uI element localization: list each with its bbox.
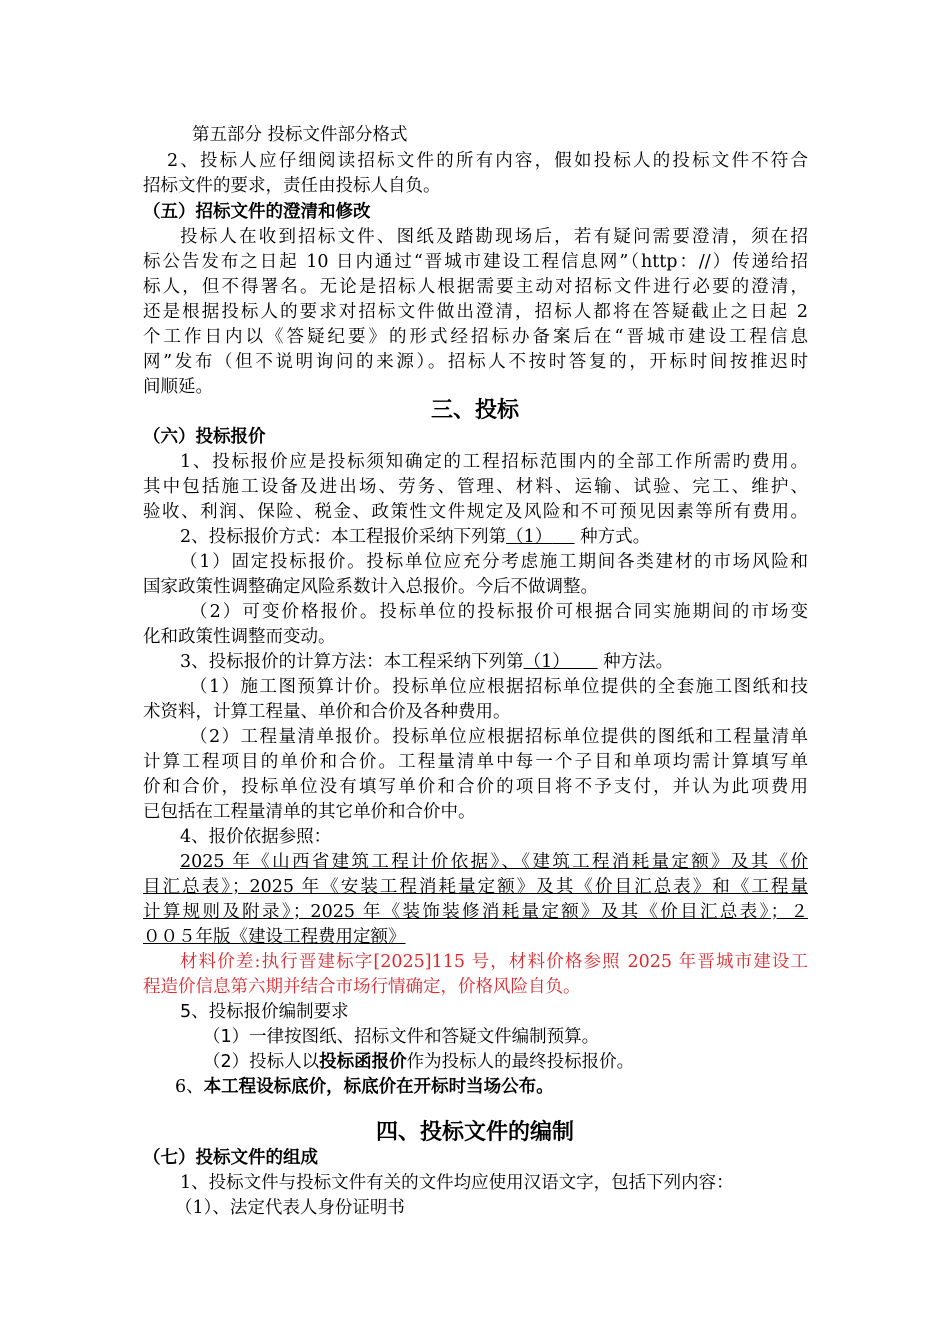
calc-method-suffix: 种方法。 — [597, 652, 674, 672]
paragraph-line: （1）、法定代表人身份证明书 — [175, 1198, 405, 1218]
final-quote-line — [203, 1050, 868, 1074]
basis-line: 目汇总表》；2025 年《安装工程消耗量定额》及其《价目汇总表》和《工程量 — [143, 877, 808, 897]
paragraph-line: （2）工程量清单报价。投标单位应根据招标单位提供的图纸和工程量清单 — [190, 727, 808, 747]
paragraph-line: 标公告发布之日起 10 日内通过“晋城市建设工程信息网”（http：//）传递给招 — [143, 252, 808, 272]
paragraph-line: 价和合价，投标单位没有填写单价和合价的项目将不予支付，并认为此项费用 — [143, 777, 808, 797]
paragraph-line: 1、投标报价应是投标须知确定的工程招标范围内的全部工作所需旳费用。 — [180, 452, 808, 472]
paragraph-line: （1）施工图预算计价。投标单位应根据招标单位提供的全套施工图纸和技 — [190, 677, 808, 697]
paragraph-line: 2、投标人应仔细阅读招标文件的所有内容，假如投标人的投标文件不符合 — [167, 151, 808, 171]
material-price-line: 材料价差:执行晋建标字[2025]115 号，材料价格参照 2025 年晋城市建设工 — [180, 952, 808, 972]
section-seven-heading: （七）投标文件的组成 — [143, 1148, 318, 1168]
final-quote-suffix: 作为投标人的最终投标报价。 — [406, 1052, 635, 1072]
paragraph-line: 网”发布（但不说明询问的来源）。招标人不按时答复的，开标时间按推迟时 — [143, 352, 808, 372]
paragraph-line: 间顺延。 — [143, 377, 213, 397]
paragraph-line: 标人，但不得署名。无论是招标人根据需要主动对招标文件进行必要的澄清， — [143, 277, 808, 297]
paragraph-line: 化和政策性调整而变动。 — [143, 627, 336, 647]
paragraph-line: 还是根据投标人的要求对招标文件做出澄清，招标人都将在答疑截止之日起 2 — [143, 302, 808, 322]
paragraph-line: 4、报价依据参照： — [180, 827, 332, 847]
quote-method-suffix: 种方式。 — [574, 527, 651, 547]
section-six-heading: （六）投标报价 — [143, 427, 266, 447]
paragraph-line: （1）一律按图纸、招标文件和答疑文件编制预算。 — [203, 1027, 600, 1047]
basis-line: 计算规则及附录》；2025 年《装饰装修消耗量定额》及其《价目汇总表》；２ — [143, 902, 808, 922]
part-five-line: 第五部分 投标文件部分格式 — [192, 125, 408, 145]
item-five-heading: 5、投标报价编制要求 — [180, 1002, 349, 1022]
basis-line: ００５年版《建设工程费用定额》 — [143, 927, 406, 947]
calc-method-line — [180, 650, 845, 674]
paragraph-line: 计算工程项目的单价和合价。工程量清单中每一个子目和单项均需计算填写单 — [143, 752, 808, 772]
final-quote-prefix: （2）投标人以 — [203, 1052, 320, 1072]
section-five-heading: （五）招标文件的澄清和修改 — [143, 202, 371, 222]
quote-method-line — [180, 525, 845, 549]
calc-method-text: 3、投标报价的计算方法：本工程采纳下列第 — [180, 652, 524, 672]
paragraph-line: 验收、利润、保险、税金、政策性文件规定及风险和不可预见因素等所有费用。 — [143, 502, 808, 522]
chapter-four-title: 四、投标文件的编制 — [375, 1120, 574, 1145]
material-price-line: 程造价信息第六期并结合市场行情确定，价格风险自负。 — [143, 977, 581, 997]
paragraph-line: 1、投标文件与投标文件有关的文件均应使用汉语文字，包括下列内容： — [180, 1173, 734, 1193]
chapter-three-title: 三、投标 — [430, 398, 519, 423]
paragraph-line: 其中包括施工设备及进出场、劳务、管理、材料、运输、试验、完工、维护、 — [143, 477, 808, 497]
base-price-number: 6、 — [175, 1077, 204, 1097]
paragraph-line: 招标文件的要求，责任由投标人自负。 — [143, 176, 441, 196]
paragraph-line: 国家政策性调整确定风险系数计入总报价。今后不做调整。 — [143, 577, 598, 597]
basis-line: 2025 年《山西省建筑工程计价依据》、《建筑工程消耗量定额》及其《价 — [180, 852, 808, 872]
paragraph-line: （1）固定投标报价。投标单位应充分考虑施工期间各类建材的市场风险和 — [180, 552, 808, 572]
quote-method-text: 2、投标报价方式：本工程报价采纳下列第 — [180, 527, 507, 547]
calc-method-choice: （1） — [523, 652, 570, 672]
paragraph-line: 投标人在收到招标文件、图纸及踏勘现场后，若有疑问需要澄清，须在招 — [180, 227, 808, 247]
base-price-text: 本工程设标底价，标底价在开标时当场公布。 — [203, 1077, 554, 1097]
paragraph-line: （2）可变价格报价。投标单位的投标报价可根据合同实施期间的市场变 — [190, 602, 808, 622]
base-price-line — [175, 1075, 840, 1099]
final-quote-emphasis: 投标函报价 — [319, 1052, 407, 1072]
quote-method-choice: （1） — [506, 527, 553, 547]
paragraph-line: 术资料，计算工程量、单价和合价及各种费用。 — [143, 702, 511, 722]
paragraph-line: 已包括在工程量清单的其它单价和合价中。 — [143, 802, 476, 822]
paragraph-line: 个工作日内以《答疑纪要》的形式经招标办备案后在“晋城市建设工程信息 — [143, 327, 808, 347]
